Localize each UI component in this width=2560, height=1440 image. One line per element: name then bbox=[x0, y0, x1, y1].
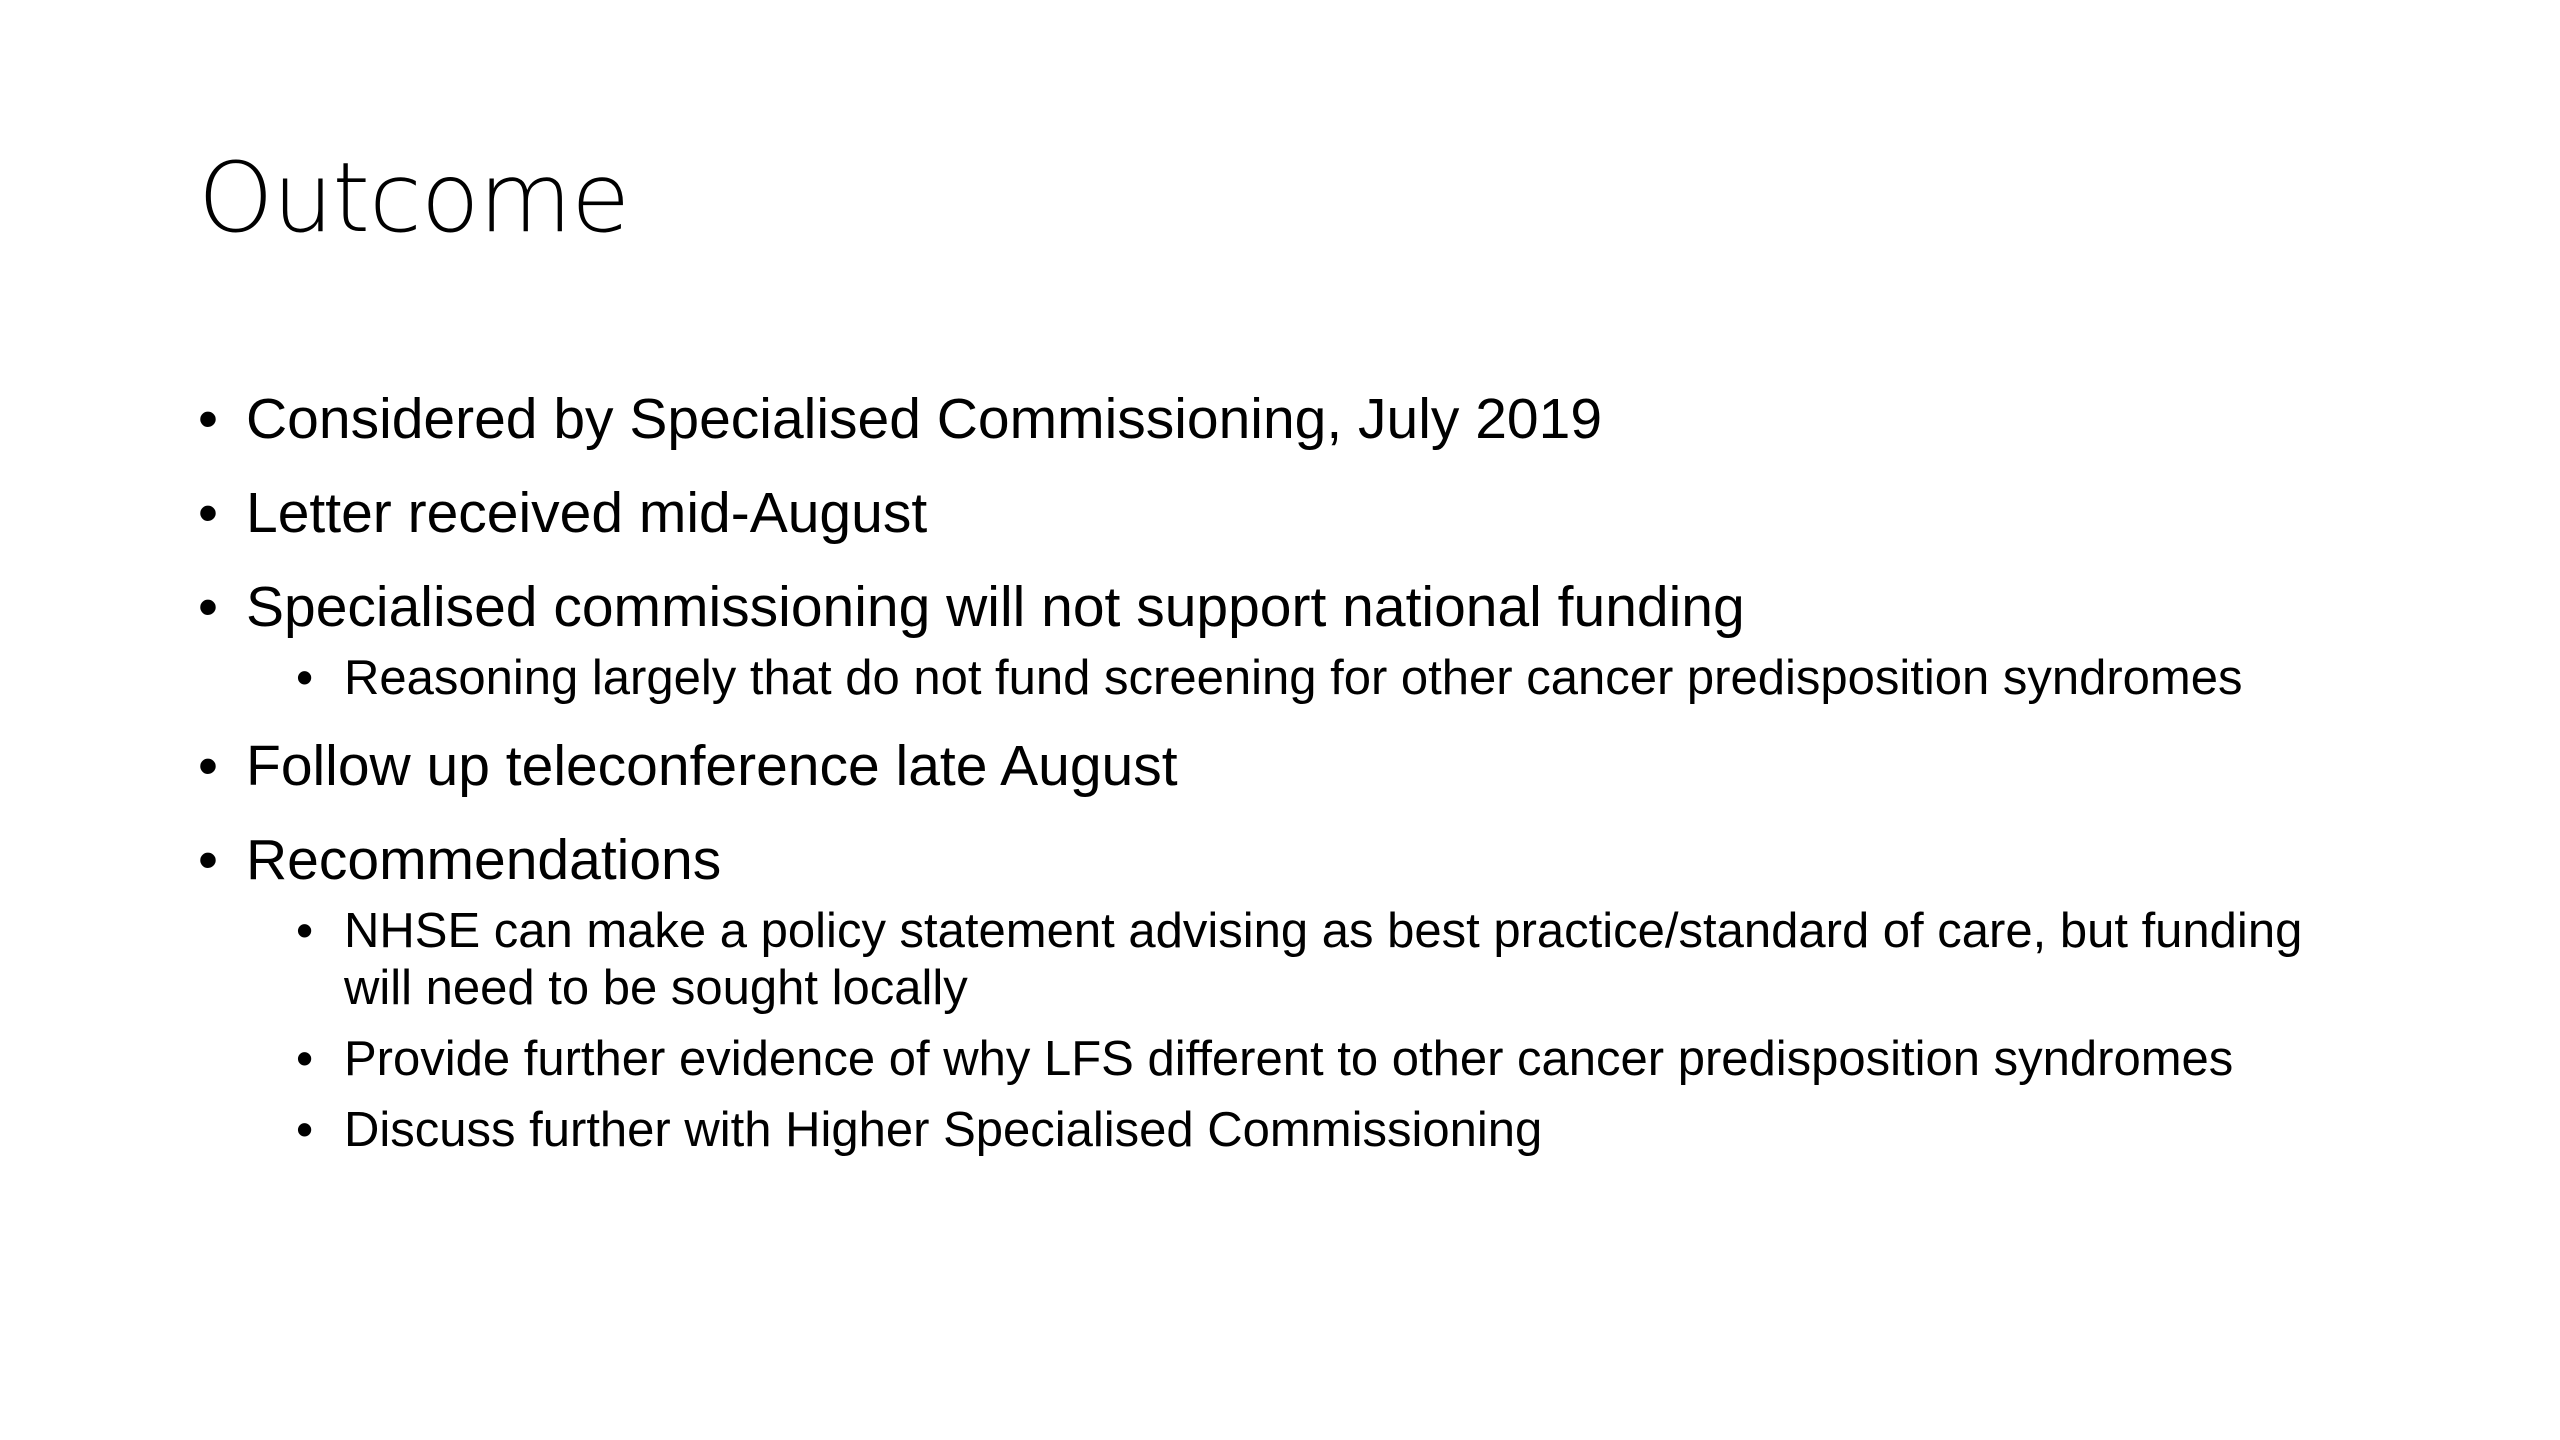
bullet-icon: • bbox=[198, 387, 218, 451]
bullet-icon: • bbox=[198, 734, 218, 798]
slide-title: Outcome bbox=[198, 142, 630, 254]
bullet-text: Letter received mid-August bbox=[246, 481, 928, 545]
sub-bullet-icon: • bbox=[296, 1103, 314, 1157]
bullet-icon: • bbox=[198, 828, 218, 892]
bullet-item bbox=[198, 572, 2358, 707]
sub-bullet-icon: • bbox=[296, 904, 314, 958]
sub-bullet-text: NHSE can make a policy statement advising as best practice/standard of care, but funding will need to be sought locally bbox=[344, 904, 2303, 1015]
bullet-text: Considered by Specialised Commissioning, July 2019 bbox=[246, 387, 1603, 451]
bullet-icon: • bbox=[198, 481, 218, 545]
sub-bullet-list bbox=[246, 650, 2358, 707]
sub-bullet-text: Provide further evidence of why LFS different to other cancer predisposition syndromes bbox=[344, 1032, 2234, 1086]
bullet-item bbox=[198, 384, 2358, 454]
bullet-item bbox=[198, 825, 2358, 1159]
sub-bullet-item bbox=[296, 650, 2358, 707]
bullet-text: Follow up teleconference late August bbox=[246, 734, 1178, 798]
bullet-icon: • bbox=[198, 575, 218, 639]
bullet-list bbox=[198, 384, 2358, 1159]
sub-bullet-text: Discuss further with Higher Specialised Commissioning bbox=[344, 1103, 1543, 1157]
sub-bullet-item bbox=[296, 903, 2358, 1017]
bullet-item bbox=[198, 731, 2358, 801]
sub-bullet-list bbox=[246, 903, 2358, 1159]
bullet-text: Recommendations bbox=[246, 828, 722, 892]
sub-bullet-icon: • bbox=[296, 651, 314, 705]
bullet-item bbox=[198, 478, 2358, 548]
sub-bullet-item bbox=[296, 1031, 2358, 1088]
bullet-text: Specialised commissioning will not support national funding bbox=[246, 575, 1745, 639]
sub-bullet-icon: • bbox=[296, 1032, 314, 1086]
sub-bullet-item bbox=[296, 1102, 2358, 1159]
sub-bullet-text: Reasoning largely that do not fund screening for other cancer predisposition syndromes bbox=[344, 651, 2243, 705]
